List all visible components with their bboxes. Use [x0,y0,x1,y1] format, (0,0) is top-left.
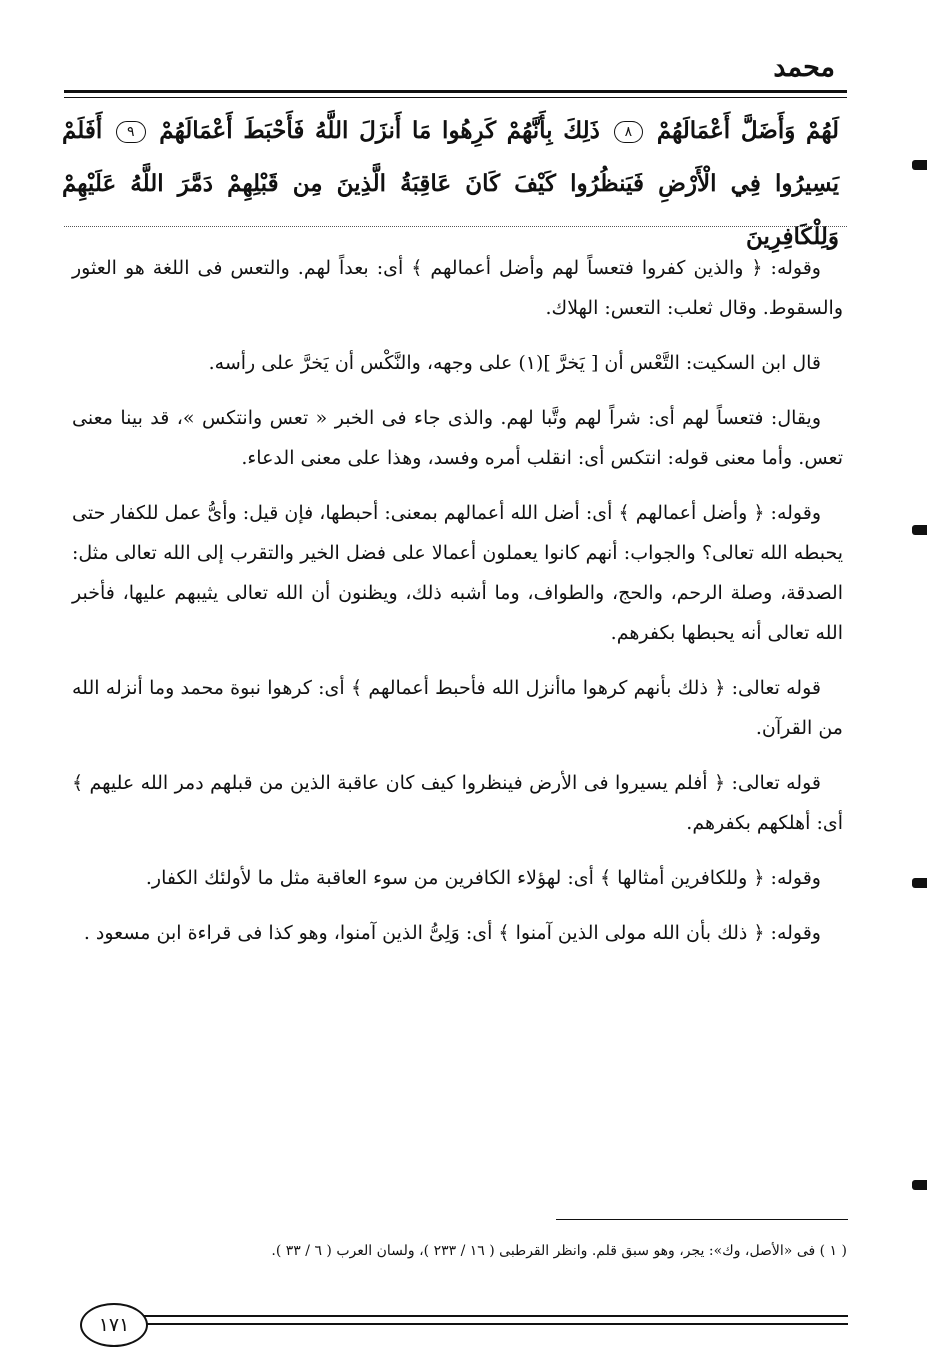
ayah-number-marker: ٩ [116,121,146,143]
footer-rule-top [144,1315,848,1317]
footer-rule-bottom [144,1323,848,1325]
footnote: ( ١ ) فى «الأصل، وك»: يجر، وهو سبق قلم. وانظر القرطبى ( ١٦ / ٢٣٣ )، ولسان العرب ( ٦ / ٣٣ ). [271,1243,847,1259]
footnote-separator [556,1219,848,1220]
commentary-paragraph: وقوله: ﴿ وللكافرين أمثالها ﴾ أى: لهؤلاء الكافرين من سوء العاقبة مثل ما لأولئك الكفار. [145,867,821,889]
commentary-paragraph: وقوله: ﴿ والذين كفروا فتعساً لهم وأضل أعمالهم ﴾ أى: بعداً لهم. والتعس فى اللغة هو العثور والسقوط. وقال ثعلب: التعس: الهلاك. [72,257,843,319]
commentary-paragraph: ويقال: فتعساً لهم أى: شراً لهم وتَّبا لهم. والذى جاء فى الخبر « تعس وانتكس »، قد بينا معنى تعس. وأما معنى قوله: انتكس أى: انقلب أمره وفسد، وهذا على معنى الدعاء. [72,407,843,469]
margin-tab-mark [912,1180,927,1190]
page-number: ١٧١ [80,1303,148,1347]
quran-text-part1: لَهُمْ وَأَضَلَّ أَعْمَالَهُمْ [656,117,839,144]
verse-separator-rule [64,226,847,227]
header-rule-thick [64,90,847,93]
commentary-paragraph: وقوله: ﴿ وأضل أعمالهم ﴾ أى: أضل الله أعمالهم بمعنى: أحبطها، فإن قيل: وأىُّ عمل للكفار حتى يحبطه الله تعالى؟ والجواب: أنهم كانوا يعملون أعمالا على فضل الخير والتقرب إلى الله تعالى مثل: الصدقة، وصلة الرحم، والحج، والطواف، وما أشبه ذلك، ويظنون أن الله تعالى يثيبهم عليها، فأخبر الله تعالى أنه يحبطها بكفرهم. [72,502,843,644]
quran-text-part2: ذَلِكَ بِأَنَّهُمْ كَرِهُوا مَا أَنزَلَ اللَّهُ فَأَحْبَطَ أَعْمَالَهُمْ [159,117,600,144]
commentary-body [72,248,843,968]
header-rule-thin [64,97,847,98]
ayah-number-marker: ٨ [614,121,644,143]
commentary-paragraph: قال ابن السكيت: التَّعْس أن [ يَخرَّ ](١) على وجهه، والنَّكْس أن يَخرَّ على رأسه. [208,352,821,374]
quran-text-part3: أَفَلَمْ يَسِيرُوا فِي الْأَرْضِ فَيَنظُرُوا كَيْفَ كَانَ عَاقِبَةُ الَّذِينَ مِن قَبْلِهِمْ دَمَّرَ اللَّهُ عَلَيْهِمْ وَلِلْكَافِرِينَ [62,117,839,250]
margin-tab-mark [912,160,927,170]
commentary-paragraph: قوله تعالى: ﴿ ذلك بأنهم كرهوا ماأنزل الله فأحبط أعمالهم ﴾ أى: كرهوا نبوة محمد وما أنزله الله من القرآن. [72,677,843,739]
margin-tab-mark [912,878,927,888]
commentary-paragraph: قوله تعالى: ﴿ أفلم يسيروا فى الأرض فينظروا كيف كان عاقبة الذين من قبلهم دمر الله عليهم ﴾ أى: أهلكهم بكفرهم. [72,772,843,834]
sura-name-header: محمد [773,52,835,83]
commentary-paragraph: وقوله: ﴿ ذلك بأن الله مولى الذين آمنوا ﴾ أى: وَلِىُّ الذين آمنوا، وهو كذا فى قراءة ابن مسعود . [83,922,821,944]
margin-tab-mark [912,525,927,535]
quran-verse-block [62,104,839,263]
